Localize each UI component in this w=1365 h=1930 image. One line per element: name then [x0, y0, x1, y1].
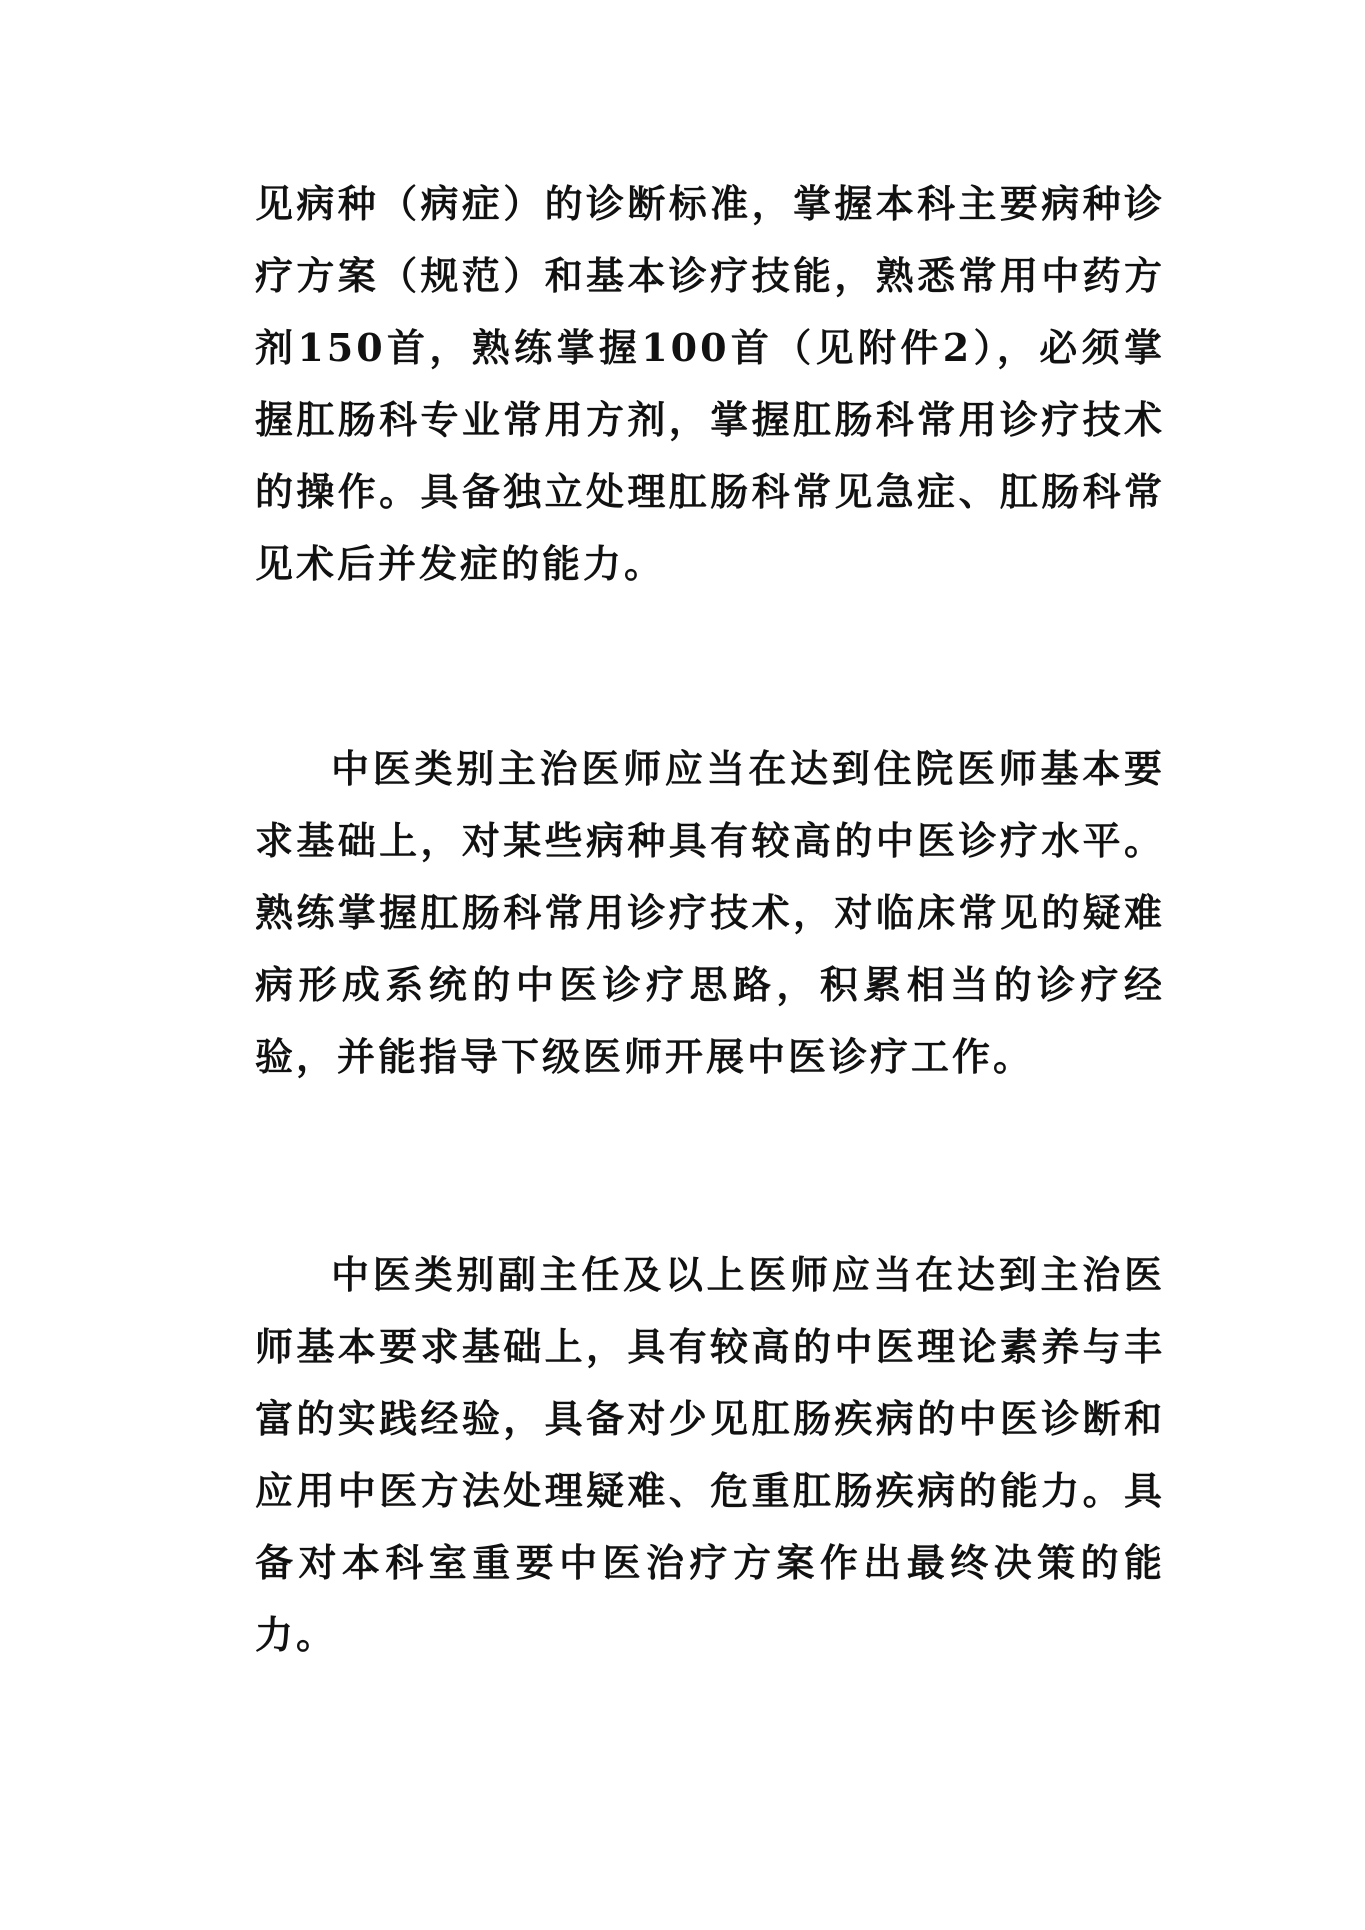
paragraph-associate-chief-physician: 中医类别副主任及以上医师应当在达到主治医师基本要求基础上，具有较高的中医理论素养与丰富的实践经验，具备对少见肛肠疾病的中医诊断和应用中医方法处理疑难、危重肛肠疾病的能力。具备对本科室重要中医治疗方案作出最终决策的能力。 [255, 1252, 1165, 1657]
paragraph-continuation: 见病种（病症）的诊断标准，掌握本科主要病种诊疗方案（规范）和基本诊疗技能，熟悉常用中药方剂150首，熟练掌握100首（见附件2），必须掌握肛肠科专业常用方剂，掌握肛肠科常用诊疗技术的操作。具备独立处理肛肠科常见急症、肛肠科常见术后并发症的能力。 [255, 181, 1165, 586]
paragraph-attending-physician: 中医类别主治医师应当在达到住院医师基本要求基础上，对某些病种具有较高的中医诊疗水平。熟练掌握肛肠科常用诊疗技术，对临床常见的疑难病形成系统的中医诊疗思路，积累相当的诊疗经验，并能指导下级医师开展中医诊疗工作。 [255, 746, 1165, 1079]
